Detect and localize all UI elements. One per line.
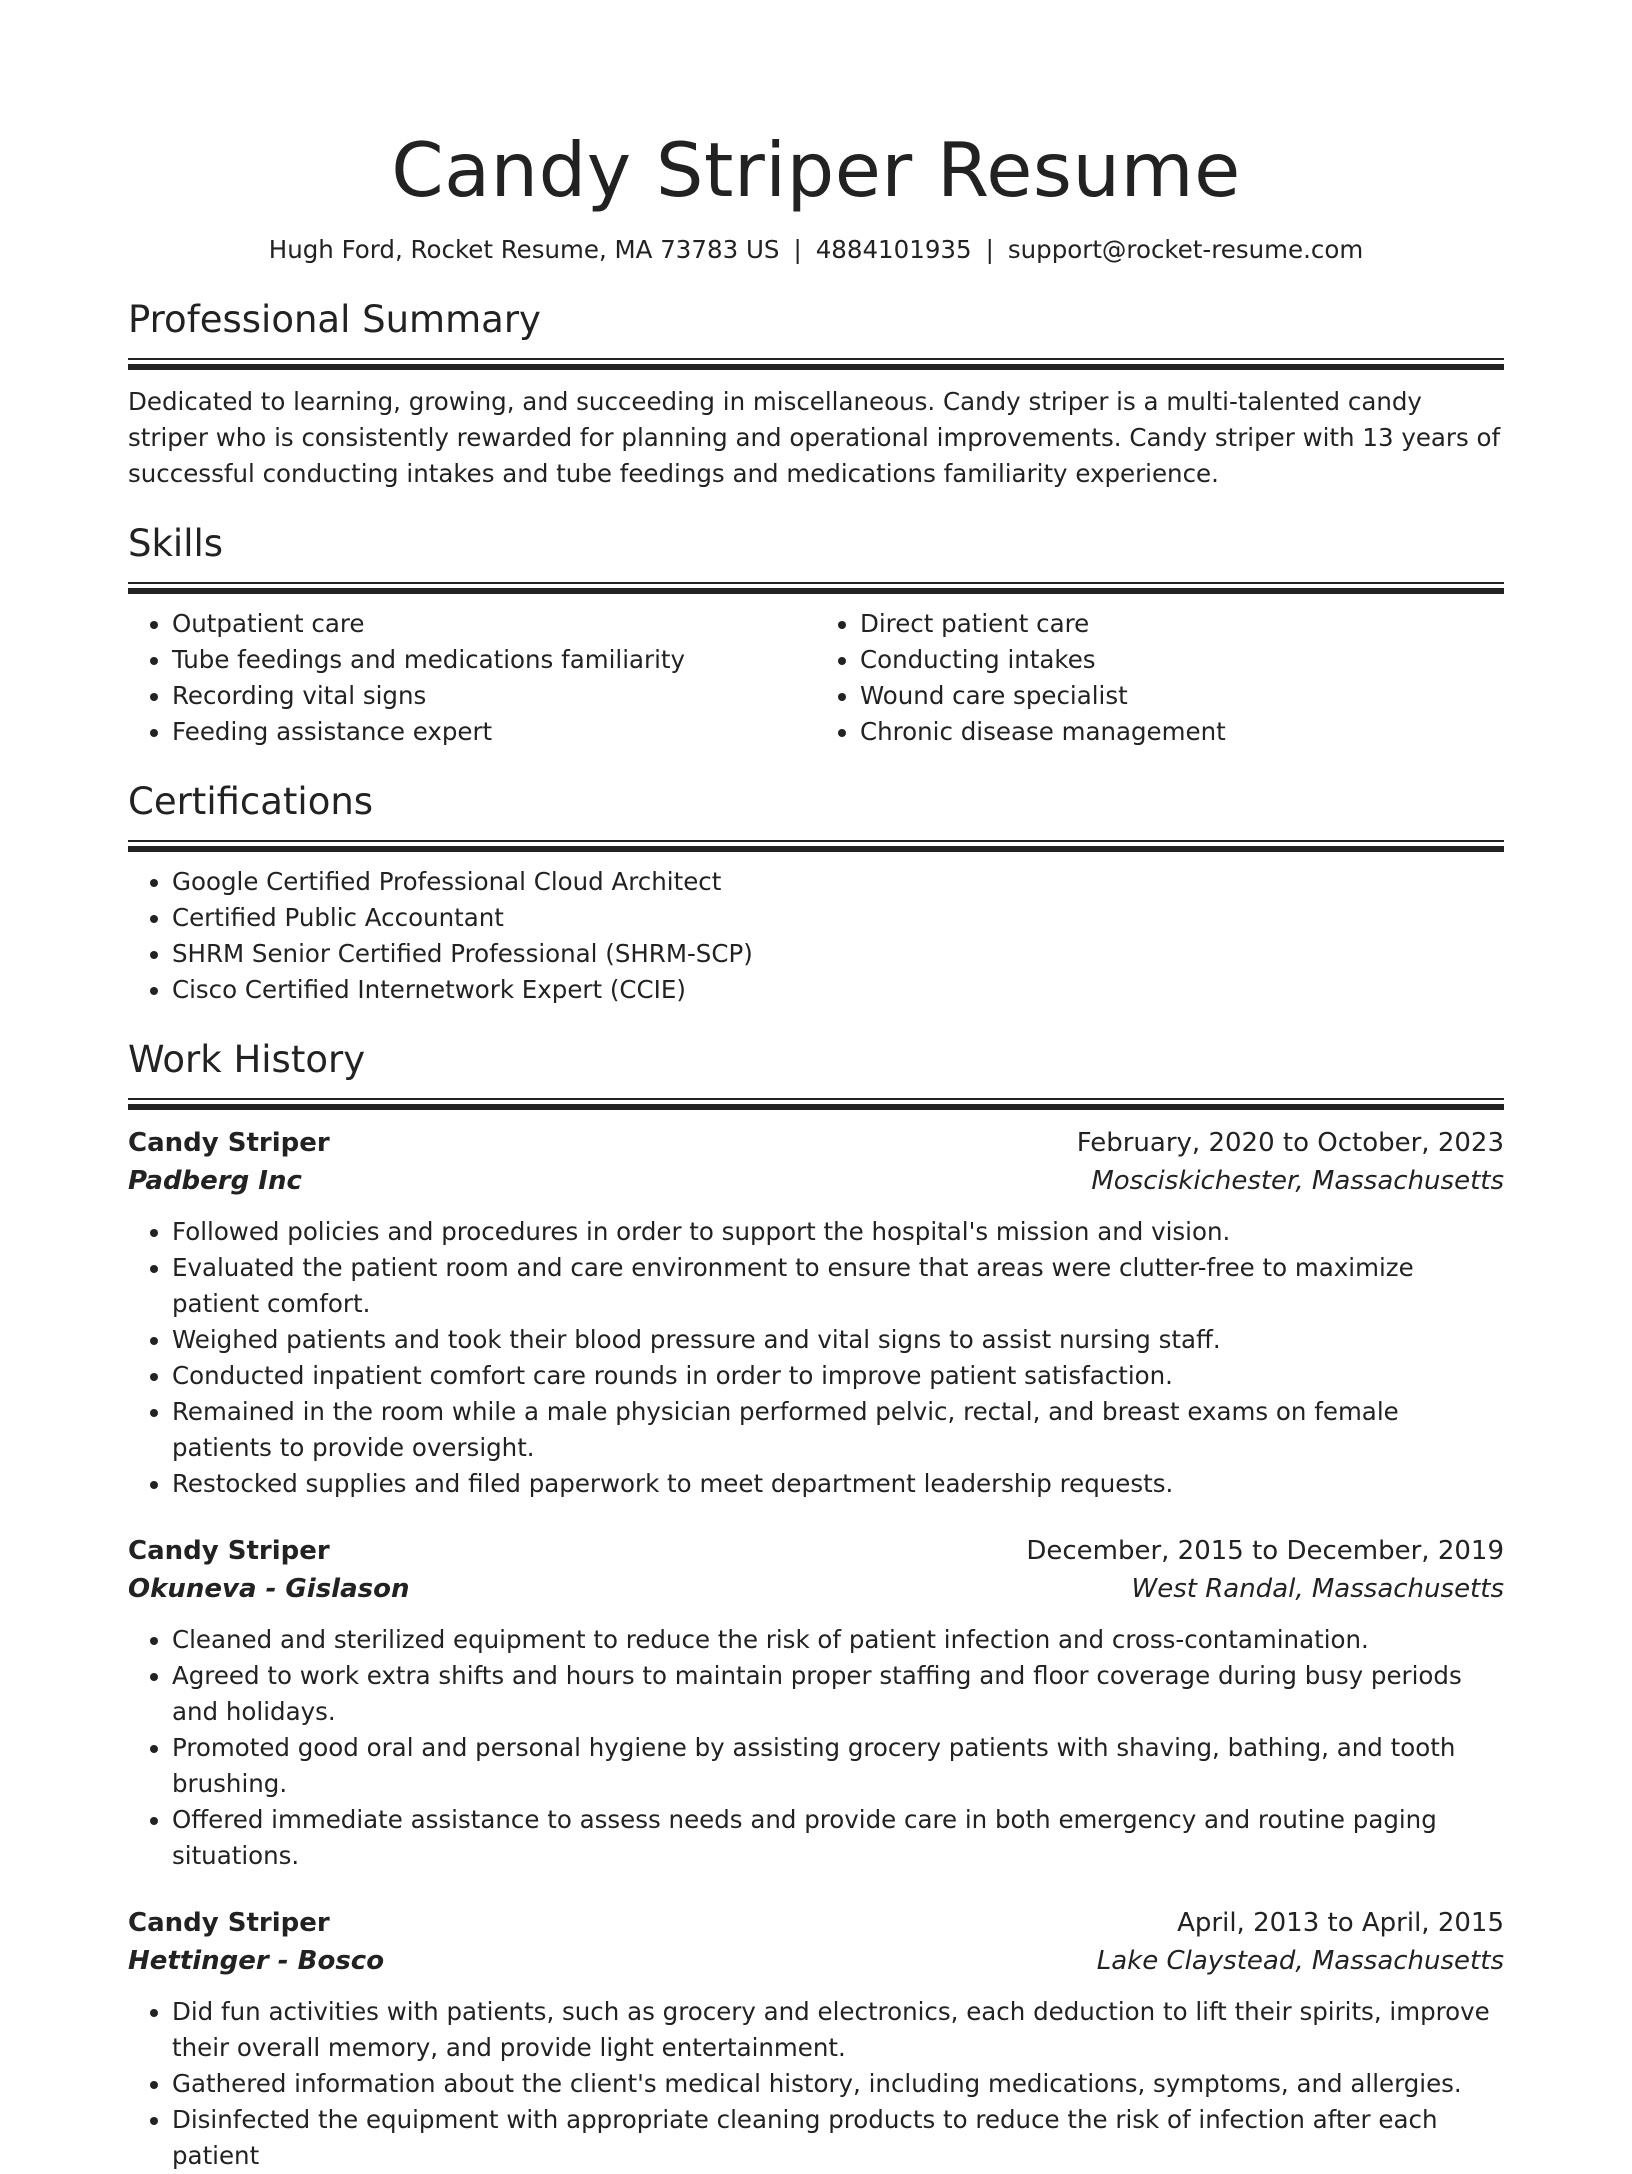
contact-phone: 4884101935: [815, 235, 972, 264]
job-bullet: • Restocked supplies and filed paperwork to meet department leadership requests.: [172, 1466, 1504, 1502]
certification-item: • Certified Public Accountant: [172, 900, 1504, 936]
contact-separator: |: [793, 235, 802, 264]
page-title: Candy Striper Resume: [391, 126, 1241, 214]
job-company-row: [128, 1942, 1504, 1980]
contact-separator: |: [985, 235, 994, 264]
job-title: Candy Striper: [128, 1536, 330, 1566]
skill-item: • Wound care specialist: [860, 678, 1504, 714]
job-bullet: • Evaluated the patient room and care environment to ensure that areas were clutter-free to maximize patient comfort.: [172, 1250, 1504, 1322]
job-company-row: [128, 1570, 1504, 1608]
skill-item: • Chronic disease management: [860, 714, 1504, 750]
section-divider: [128, 840, 1504, 852]
job-bullets: [128, 1622, 1504, 1874]
section-heading-summary: Professional Summary: [128, 298, 541, 341]
job-bullet: • Promoted good oral and personal hygiene by assisting grocery patients with shaving, bathing, and tooth brushing.: [172, 1730, 1504, 1802]
skill-item: • Conducting intakes: [860, 642, 1504, 678]
certifications-list: [128, 864, 1504, 1008]
certification-item: • SHRM Senior Certified Professional (SHRM-SCP): [172, 936, 1504, 972]
certifications-section: [128, 778, 1504, 1008]
section-divider: [128, 358, 1504, 370]
section-divider: [128, 1098, 1504, 1110]
section-heading-skills: Skills: [128, 522, 224, 565]
resume-page: [128, 0, 1504, 2174]
job-location: Mosciskichester, Massachusetts: [1091, 1166, 1504, 1196]
job-entry: [128, 1124, 1504, 1502]
job-bullets: [128, 1994, 1504, 2174]
job-bullet: • Cleaned and sterilized equipment to reduce the risk of patient infection and cross-contamination.: [172, 1622, 1504, 1658]
summary-section: [128, 296, 1504, 492]
skill-item: • Direct patient care: [860, 606, 1504, 642]
job-bullet: • Disinfected the equipment with appropriate cleaning products to reduce the risk of infection after each patient: [172, 2102, 1504, 2174]
job-location: Lake Claystead, Massachusetts: [1096, 1946, 1504, 1976]
job-bullets: [128, 1214, 1504, 1502]
job-title: Candy Striper: [128, 1908, 330, 1938]
contact-email: support@rocket-resume.com: [1007, 235, 1364, 264]
job-company: Hettinger - Bosco: [128, 1946, 385, 1976]
skill-item: • Recording vital signs: [172, 678, 816, 714]
job-dates: December, 2015 to December, 2019: [1026, 1536, 1504, 1566]
contact-address: Hugh Ford, Rocket Resume, MA 73783 US: [268, 235, 780, 264]
job-company: Padberg Inc: [128, 1166, 302, 1196]
job-location: West Randal, Massachusetts: [1131, 1574, 1504, 1604]
skills-list-left: [128, 606, 816, 750]
job-header-row: [128, 1904, 1504, 1942]
skill-item: • Outpatient care: [172, 606, 816, 642]
job-entry: [128, 1904, 1504, 2174]
job-header-row: [128, 1124, 1504, 1162]
job-bullet: • Agreed to work extra shifts and hours to maintain proper staffing and floor coverage during busy periods and holidays.: [172, 1658, 1504, 1730]
work-history-section: [128, 1036, 1504, 2174]
job-bullet: • Remained in the room while a male physician performed pelvic, rectal, and breast exams on female patients to provide oversight.: [172, 1394, 1504, 1466]
section-heading-work-history: Work History: [128, 1038, 366, 1081]
skills-section: [128, 520, 1504, 750]
job-bullet: • Did fun activities with patients, such as grocery and electronics, each deduction to lift their spirits, improve their overall memory, and provide light entertainment.: [172, 1994, 1504, 2066]
contact-line: [128, 232, 1504, 268]
summary-text: Dedicated to learning, growing, and succeeding in miscellaneous. Candy striper is a multi-talented candy striper who is consistently rewarded for planning and operational improvements. Candy striper with 13 years of successful conducting intakes and tube feedings and medications familiarity experience.: [128, 387, 1501, 488]
certification-item: • Cisco Certified Internetwork Expert (CCIE): [172, 972, 1504, 1008]
skills-grid: [128, 606, 1504, 750]
skill-item: • Feeding assistance expert: [172, 714, 816, 750]
job-dates: February, 2020 to October, 2023: [1076, 1128, 1504, 1158]
section-divider: [128, 582, 1504, 594]
job-company-row: [128, 1162, 1504, 1200]
job-dates: April, 2013 to April, 2015: [1177, 1908, 1504, 1938]
section-heading-certifications: Certifications: [128, 780, 374, 823]
job-header-row: [128, 1532, 1504, 1570]
job-bullet: • Conducted inpatient comfort care rounds in order to improve patient satisfaction.: [172, 1358, 1504, 1394]
skill-item: • Tube feedings and medications familiarity: [172, 642, 816, 678]
job-company: Okuneva - Gislason: [128, 1574, 410, 1604]
job-title: Candy Striper: [128, 1128, 330, 1158]
job-bullet: • Weighed patients and took their blood pressure and vital signs to assist nursing staff.: [172, 1322, 1504, 1358]
skills-list-right: [816, 606, 1504, 750]
job-bullet: • Offered immediate assistance to assess needs and provide care in both emergency and routine paging situations.: [172, 1802, 1504, 1874]
job-bullet: • Followed policies and procedures in order to support the hospital's mission and vision.: [172, 1214, 1504, 1250]
certification-item: • Google Certified Professional Cloud Architect: [172, 864, 1504, 900]
job-entry: [128, 1532, 1504, 1874]
job-bullet: • Gathered information about the client's medical history, including medications, symptoms, and allergies.: [172, 2066, 1504, 2102]
